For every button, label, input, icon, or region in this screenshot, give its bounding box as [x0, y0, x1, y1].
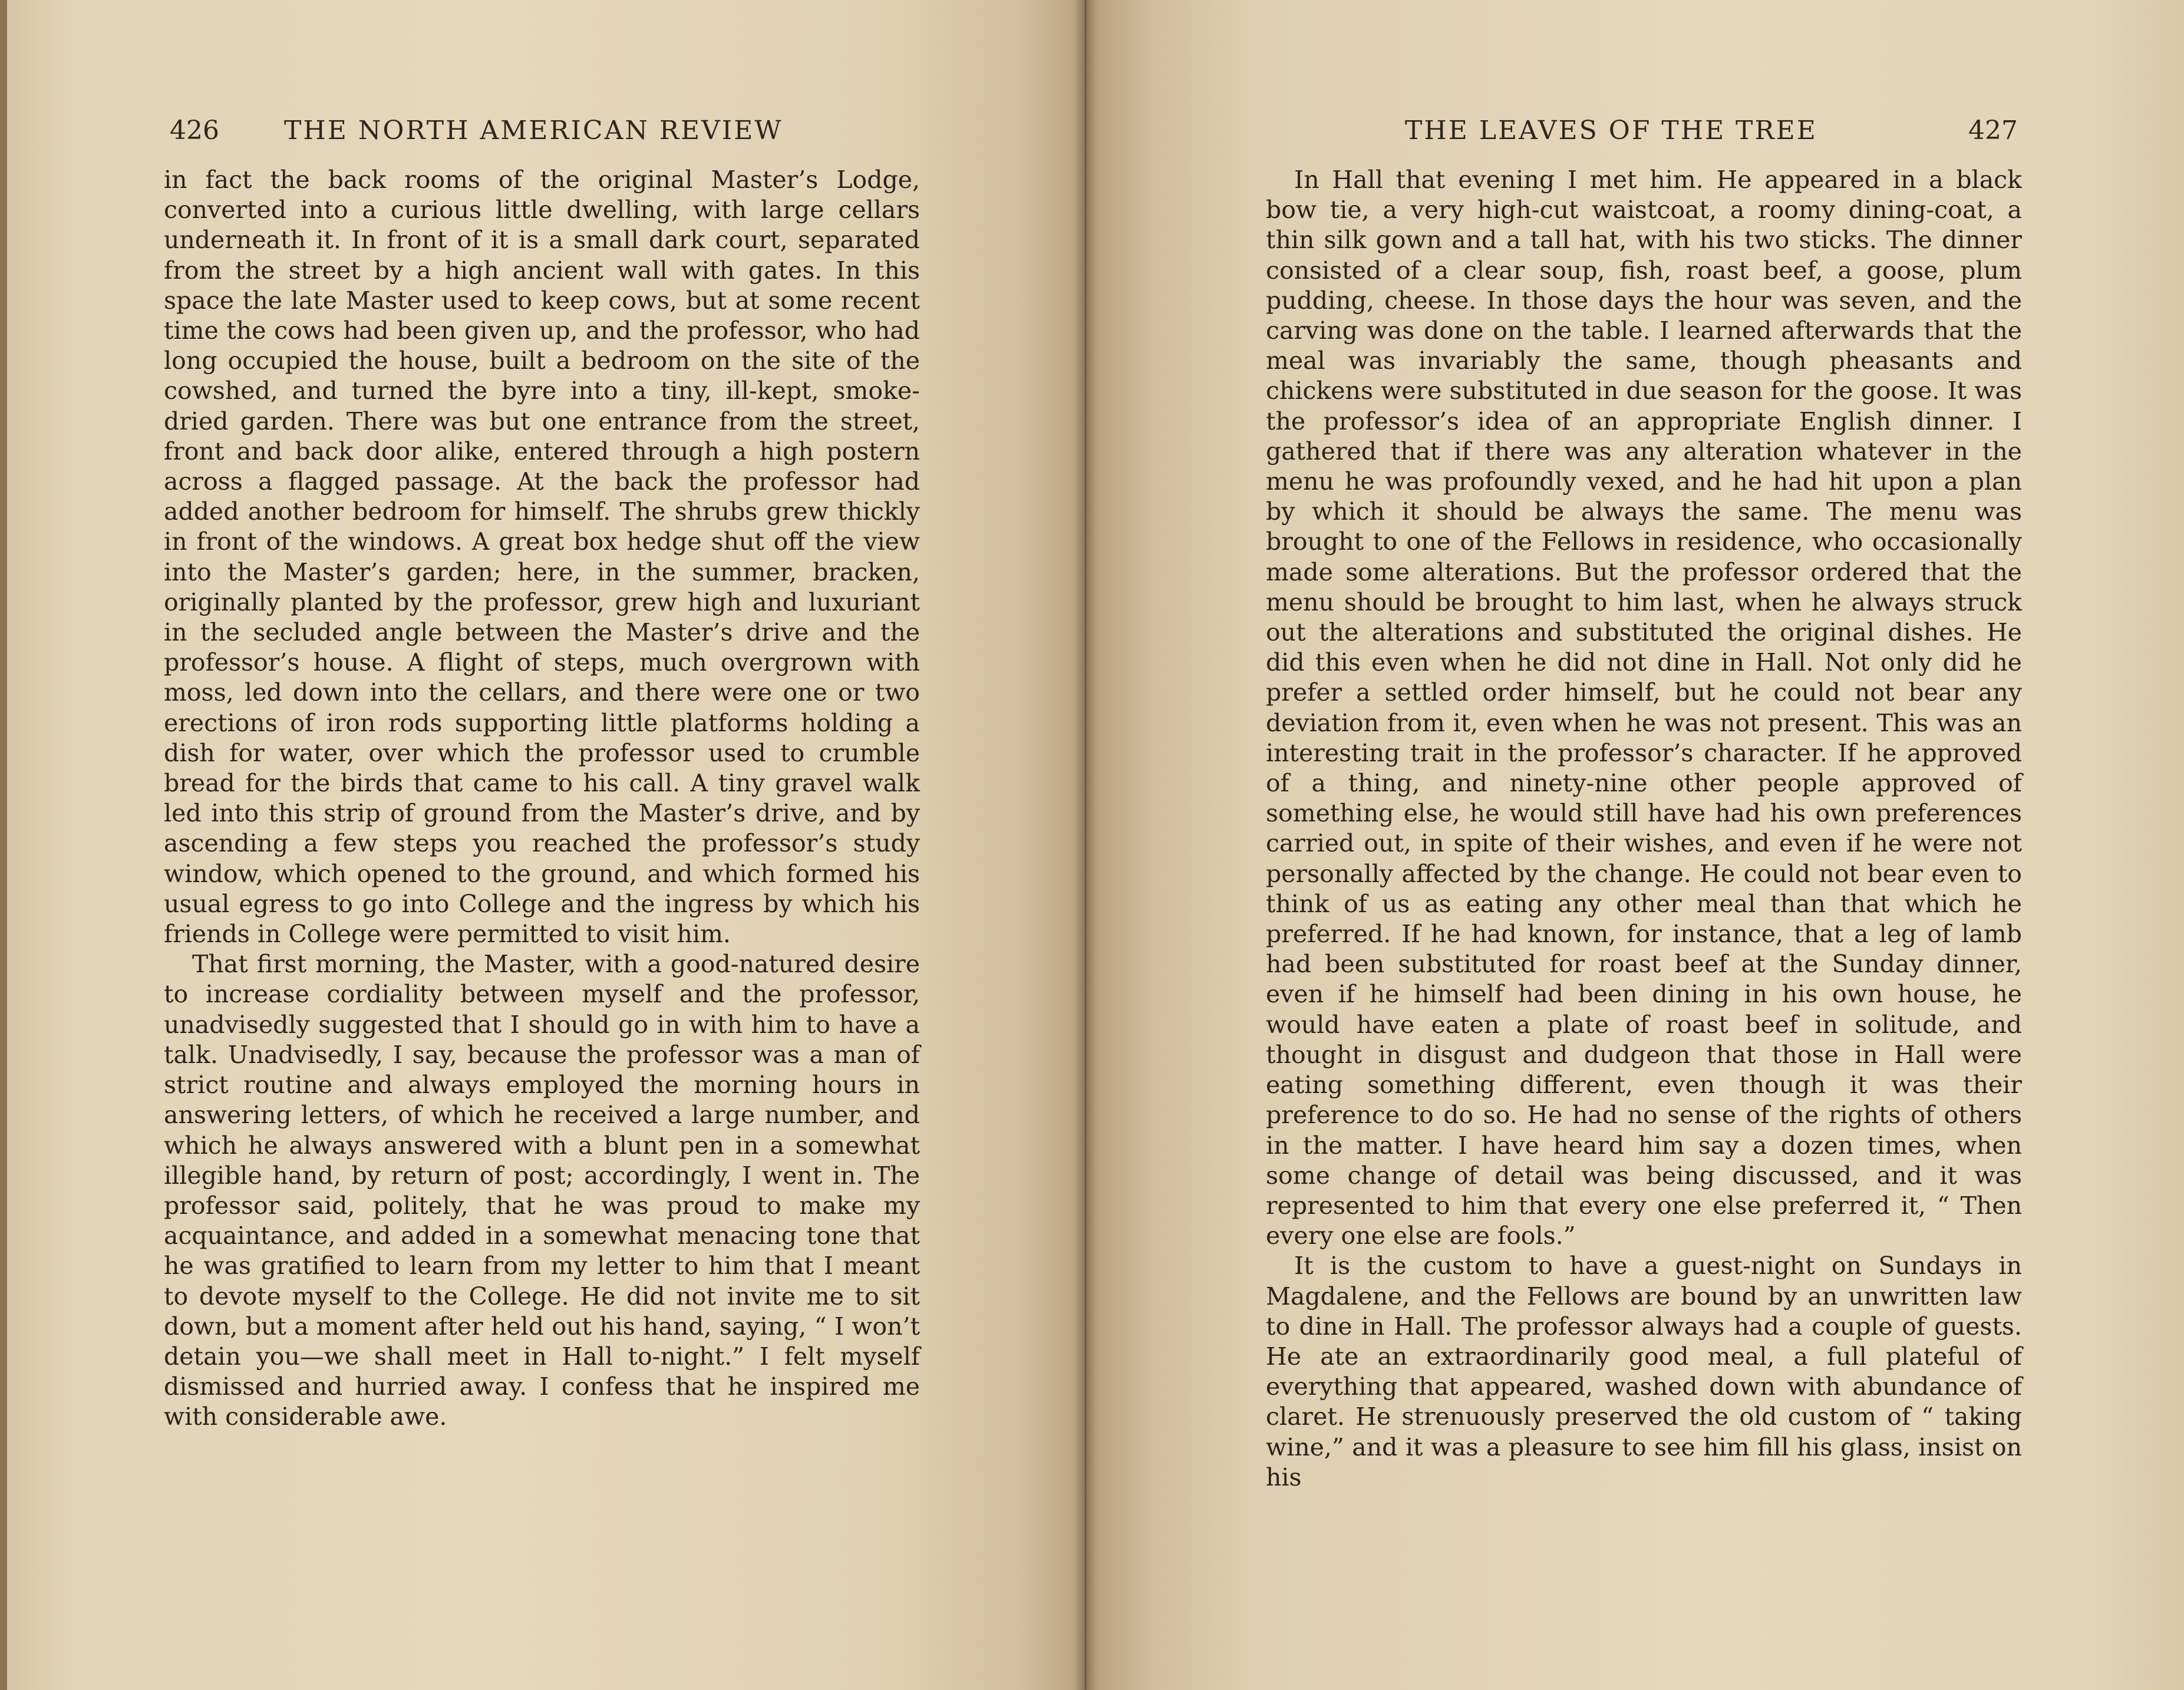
right-paragraph-2: It is the custom to have a guest-night on Sundays in Magdalene, and the Fellows are bound by an unwritten law to dine in Hall. The professor always had a couple of guests. He ate an extraordinarily good meal, a full plateful of everything that appeared, washed down with abundance of claret. He strenuously preserved the old custom of “ taking wine,” and it was a pleasure to see him fill his glass, insist on his: [1266, 1252, 2022, 1491]
left-page-text: [164, 165, 920, 1432]
right-paragraph-1: In Hall that evening I met him. He appeared in a black bow tie, a very high-cut waistcoat, a roomy dining-coat, a thin silk gown and a tall hat, with his two sticks. The dinner consisted of a clear soup, fish, roast beef, a goose, plum pudding, cheese. In those days the hour was seven, and the carving was done on the table. I learned afterwards that the meal was invariably the same, though pheasants and chickens were substituted in due season for the goose. It was the professor’s idea of an appropriate English dinner. I gathered that if there was any alteration whatever in the menu he was profoundly vexed, and he had hit upon a plan by which it should be always the same. The menu was brought to one of the Fellows in residence, who occasionally made some alterations. But the professor ordered that the menu should be brought to him last, when he always struck out the alterations and substituted the original dishes. He did this even when he did not dine in Hall. Not only did he prefer a settled order himself, but he could not bear any deviation from it, even when he was not present. This was an interesting trait in the professor’s character. If he approved of a thing, and ninety-nine other people approved of something else, he would still have had his own preferences carried out, in spite of their wishes, and even if he were not personally affected by the change. He could not bear even to think of us as eating any other meal than that which he preferred. If he had known, for instance, that a leg of lamb had been substituted for roast beef at the Sunday dinner, even if he himself had been dining in his own house, he would have eaten a plate of roast beef in solitude, and thought in disgust and dudgeon that those in Hall were eating something different, even though it was their preference to do so. He had no sense of the rights of others in the matter. I have heard him say a dozen times, when some change of detail was being discussed, and it was represented to him that every one else preferred it, “ Then every one else are fools.”: [1266, 166, 2022, 1250]
right-running-head: THE LEAVES OF THE TREE: [1405, 115, 1817, 146]
left-paragraph-2: That first morning, the Master, with a good-natured desire to increase cordiality between myself and the professor, unadvisedly suggested that I should go in with him to have a talk. Unadvisedly, I say, because the professor was a man of strict routine and always employed the morning hours in answering letters, of which he received a large number, and which he always answered with a blunt pen in a somewhat illegible hand, by return of post; accordingly, I went in. The professor said, politely, that he was proud to make my acquaintance, and added in a somewhat menacing tone that he was gratified to learn from my letter to him that I meant to devote myself to the College. He did not invite me to sit down, but a moment after held out his hand, saying, “ I won’t detain you—we shall meet in Hall to-night.” I felt myself dismissed and hurried away. I confess that he inspired me with considerable awe.: [164, 950, 920, 1431]
book-gutter: [1074, 0, 1097, 1690]
page-edge: [0, 0, 7, 1690]
right-page-number: 427: [1968, 115, 2018, 146]
right-page-text: [1266, 165, 2022, 1493]
left-paragraph-1: in fact the back rooms of the original Master’s Lodge, converted into a curious little dwelling, with large cellars underneath it. In front of it is a small dark court, separated from the street by a high ancient wall with gates. In this space the late Master used to keep cows, but at some recent time the cows had been given up, and the professor, who had long occupied the house, built a bedroom on the site of the cowshed, and turned the byre into a tiny, ill-kept, smoke-dried garden. There was but one entrance from the street, front and back door alike, entered through a high postern across a flagged passage. At the back the professor had added another bedroom for himself. The shrubs grew thickly in front of the windows. A great box hedge shut off the view into the Master’s garden; here, in the summer, bracken, originally planted by the professor, grew high and luxuriant in the secluded angle between the Master’s drive and the professor’s house. A flight of steps, much overgrown with moss, led down into the cellars, and there were one or two erections of iron rods supporting little platforms holding a dish for water, over which the professor used to crumble bread for the birds that came to his call. A tiny gravel walk led into this strip of ground from the Master’s drive, and by ascending a few steps you reached the professor’s study window, which opened to the ground, and which formed his usual egress to go into College and the ingress by which his friends in College were permitted to visit him.: [164, 166, 920, 949]
left-running-head: THE NORTH AMERICAN REVIEW: [284, 115, 783, 146]
left-page-number: 426: [170, 115, 219, 146]
